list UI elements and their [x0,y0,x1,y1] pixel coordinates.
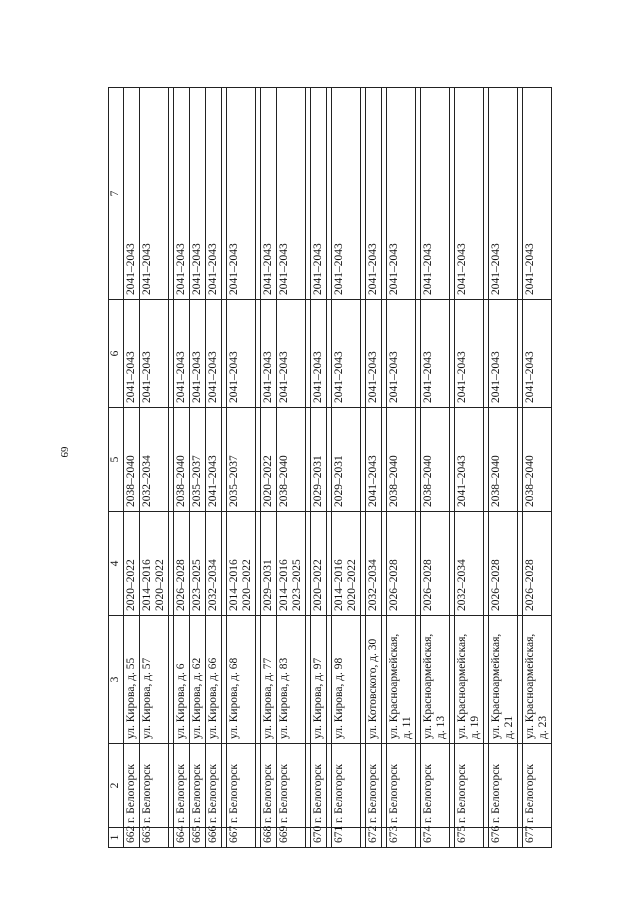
cell-city: г. Белогорск [523,744,552,828]
cell-city: г. Белогорск [421,744,450,828]
cell-city: г. Белогорск [489,744,518,828]
header-col-3: 3 [109,616,124,744]
cell-period-6: 2041–2043 [366,300,382,408]
page-number: 69 [58,446,70,458]
cell-address: ул. Кирова, д. 97 [311,616,327,744]
table-row [261,88,277,848]
cell-period-4: 2026–2028 [421,512,450,616]
cell-period-4: 2014–2016 2020–2022 [332,512,361,616]
cell-address: ул. Кирова, д. 55 [124,616,140,744]
table-row [277,88,306,848]
cell-period-4: 2020–2022 [124,512,140,616]
cell-period-5: 2038–2040 [387,408,416,512]
cell-period-5: 2038–2040 [277,408,306,512]
cell-period-7: 2041–2043 [140,88,169,300]
cell-period-7: 2041–2043 [332,88,361,300]
header-col-6: 6 [109,300,124,408]
cell-period-6: 2041–2043 [190,300,206,408]
cell-address: ул. Кирова, д. 66 [206,616,222,744]
cell-period-6: 2041–2043 [124,300,140,408]
cell-period-5: 2038–2040 [421,408,450,512]
cell-period-4: 2032–2034 [206,512,222,616]
table-row [421,88,450,848]
cell-row-number: 666 [206,828,222,848]
cell-period-6: 2041–2043 [277,300,306,408]
cell-address: ул. Кирова, д. 6 [174,616,190,744]
cell-period-4: 2032–2034 [455,512,484,616]
cell-period-5: 2020–2022 [261,408,277,512]
table-row [124,88,140,848]
cell-city: г. Белогорск [261,744,277,828]
cell-address: ул. Красноармейская, д. 23 [523,616,552,744]
cell-period-7: 2041–2043 [174,88,190,300]
table-row [523,88,552,848]
cell-row-number: 674 [421,828,450,848]
cell-period-5: 2029–2031 [311,408,327,512]
cell-period-4: 2029–2031 [261,512,277,616]
cell-period-4: 2026–2028 [387,512,416,616]
cell-row-number: 671 [332,828,361,848]
cell-period-5: 2035–2037 [190,408,206,512]
table-row [366,88,382,848]
cell-address: ул. Кирова, д. 98 [332,616,361,744]
cell-row-number: 664 [174,828,190,848]
cell-period-4: 2026–2028 [489,512,518,616]
cell-period-5: 2038–2040 [174,408,190,512]
cell-period-5: 2041–2043 [366,408,382,512]
table-row [190,88,206,848]
cell-period-4: 2014–2016 2020–2022 [227,512,256,616]
cell-address: ул. Кирова, д. 77 [261,616,277,744]
cell-address: ул. Кирова, д. 57 [140,616,169,744]
cell-period-6: 2041–2043 [261,300,277,408]
cell-row-number: 668 [261,828,277,848]
cell-period-5: 2035–2037 [227,408,256,512]
cell-city: г. Белогорск [311,744,327,828]
cell-row-number: 676 [489,828,518,848]
cell-period-7: 2041–2043 [311,88,327,300]
schedule-table [108,87,552,848]
cell-period-7: 2041–2043 [206,88,222,300]
header-col-1: 1 [109,828,124,848]
cell-period-6: 2041–2043 [227,300,256,408]
cell-city: г. Белогорск [366,744,382,828]
table-row [387,88,416,848]
table-row [174,88,190,848]
cell-address: ул. Котовского, д. 30 [366,616,382,744]
cell-period-6: 2041–2043 [311,300,327,408]
cell-period-4: 2026–2028 [523,512,552,616]
cell-period-6: 2041–2043 [455,300,484,408]
cell-period-7: 2041–2043 [523,88,552,300]
cell-period-5: 2038–2040 [124,408,140,512]
cell-period-6: 2041–2043 [489,300,518,408]
cell-period-6: 2041–2043 [421,300,450,408]
cell-address: ул. Кирова, д. 83 [277,616,306,744]
table-row [227,88,256,848]
cell-period-5: 2032–2034 [140,408,169,512]
cell-period-5: 2038–2040 [523,408,552,512]
cell-period-6: 2041–2043 [387,300,416,408]
cell-period-7: 2041–2043 [190,88,206,300]
cell-address: ул. Кирова, д. 68 [227,616,256,744]
table-row [332,88,361,848]
cell-address: ул. Красноармейская, д. 19 [455,616,484,744]
cell-period-6: 2041–2043 [523,300,552,408]
cell-address: ул. Кирова, д. 62 [190,616,206,744]
cell-row-number: 667 [227,828,256,848]
cell-row-number: 663 [140,828,169,848]
cell-city: г. Белогорск [124,744,140,828]
cell-period-7: 2041–2043 [277,88,306,300]
table-row [311,88,327,848]
cell-period-5: 2041–2043 [455,408,484,512]
cell-city: г. Белогорск [140,744,169,828]
cell-period-4: 2014–2016 2023–2025 [277,512,306,616]
cell-row-number: 675 [455,828,484,848]
cell-city: г. Белогорск [387,744,416,828]
cell-period-4: 2026–2028 [174,512,190,616]
cell-period-5: 2029–2031 [332,408,361,512]
cell-period-7: 2041–2043 [421,88,450,300]
cell-row-number: 670 [311,828,327,848]
cell-city: г. Белогорск [206,744,222,828]
cell-period-4: 2020–2022 [311,512,327,616]
cell-row-number: 662 [124,828,140,848]
cell-period-7: 2041–2043 [227,88,256,300]
header-col-4: 4 [109,512,124,616]
cell-city: г. Белогорск [227,744,256,828]
cell-city: г. Белогорск [174,744,190,828]
cell-city: г. Белогорск [277,744,306,828]
header-col-7: 7 [109,88,124,300]
header-row [109,88,124,848]
table-row [140,88,169,848]
cell-period-7: 2041–2043 [455,88,484,300]
cell-period-7: 2041–2043 [387,88,416,300]
cell-period-6: 2041–2043 [174,300,190,408]
cell-address: ул. Красноармейская, д. 13 [421,616,450,744]
cell-period-4: 2032–2034 [366,512,382,616]
cell-address: ул. Красноармейская, д. 11 [387,616,416,744]
cell-period-7: 2041–2043 [366,88,382,300]
cell-period-4: 2014–2016 2020–2022 [140,512,169,616]
rotated-table-container [108,88,588,848]
cell-period-7: 2041–2043 [124,88,140,300]
cell-period-6: 2041–2043 [206,300,222,408]
cell-address: ул. Красноармейская, д. 21 [489,616,518,744]
cell-city: г. Белогорск [332,744,361,828]
header-col-5: 5 [109,408,124,512]
cell-row-number: 672 [366,828,382,848]
cell-period-5: 2038–2040 [489,408,518,512]
cell-period-7: 2041–2043 [489,88,518,300]
cell-period-7: 2041–2043 [261,88,277,300]
cell-period-6: 2041–2043 [332,300,361,408]
cell-period-4: 2023–2025 [190,512,206,616]
cell-row-number: 677 [523,828,552,848]
cell-row-number: 665 [190,828,206,848]
cell-city: г. Белогорск [190,744,206,828]
header-col-2: 2 [109,744,124,828]
cell-row-number: 669 [277,828,306,848]
cell-period-6: 2041–2043 [140,300,169,408]
table-row [489,88,518,848]
table-body [124,88,552,848]
cell-row-number: 673 [387,828,416,848]
cell-period-5: 2041–2043 [206,408,222,512]
table-row [206,88,222,848]
cell-city: г. Белогорск [455,744,484,828]
table-row [455,88,484,848]
